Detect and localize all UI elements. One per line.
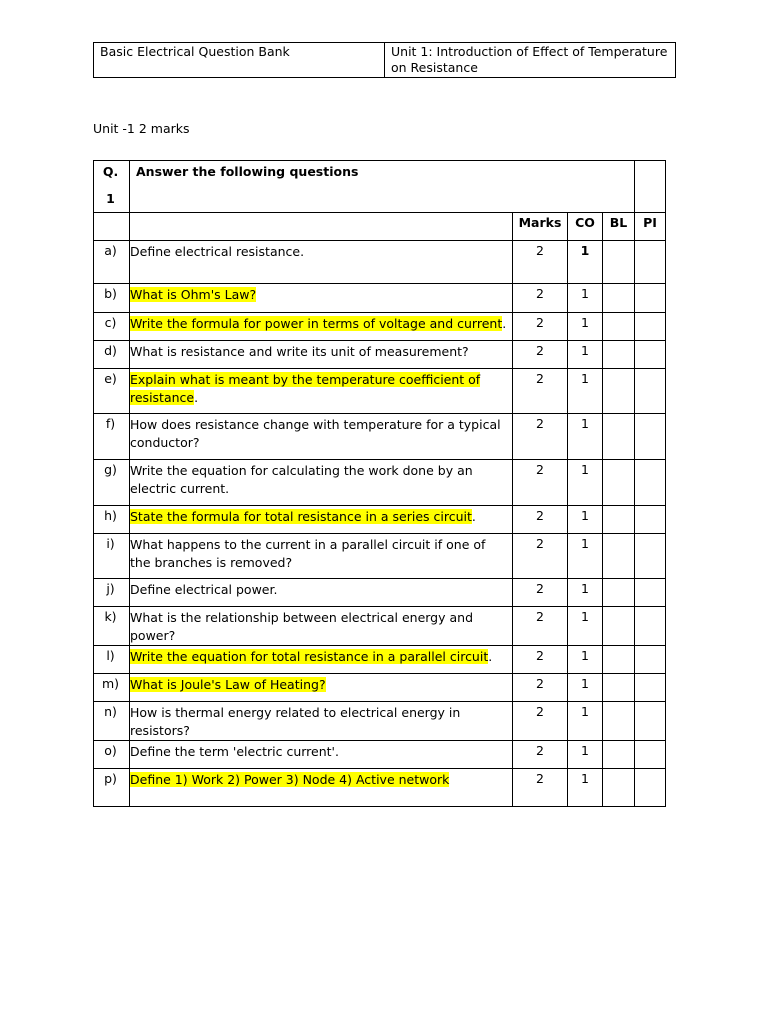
question-punctuation: . xyxy=(471,509,476,524)
question-row xyxy=(94,284,666,313)
question-text-cell xyxy=(130,284,513,313)
pi-value xyxy=(635,534,666,579)
question-row xyxy=(94,414,666,460)
question-text-cell xyxy=(130,769,513,807)
pi-value xyxy=(635,506,666,534)
question-text: What is Ohm's Law? xyxy=(130,287,257,302)
question-item-label: d) xyxy=(94,341,130,369)
header-unit-title: Unit 1: Introduction of Effect of Temperature on Resistance xyxy=(385,43,676,78)
marks-value: 2 xyxy=(513,674,568,702)
pi-value xyxy=(635,460,666,506)
pi-value xyxy=(635,741,666,769)
question-row xyxy=(94,769,666,807)
question-text-cell xyxy=(130,646,513,674)
question-item-label: h) xyxy=(94,506,130,534)
marks-value: 2 xyxy=(513,579,568,607)
question-text-cell xyxy=(130,313,513,341)
pi-value xyxy=(635,341,666,369)
marks-value: 2 xyxy=(513,241,568,284)
pi-value xyxy=(635,702,666,741)
question-text: Write the equation for total resistance in a parallel circuit xyxy=(130,649,489,664)
marks-value: 2 xyxy=(513,313,568,341)
question-row xyxy=(94,579,666,607)
bl-value xyxy=(603,534,635,579)
question-text-cell xyxy=(130,341,513,369)
question-row xyxy=(94,646,666,674)
marks-value: 2 xyxy=(513,341,568,369)
question-item-label: o) xyxy=(94,741,130,769)
question-text: What happens to the current in a parallel circuit if one of the branches is removed? xyxy=(130,537,486,570)
question-header-row xyxy=(94,161,666,213)
question-text-cell xyxy=(130,460,513,506)
question-row xyxy=(94,369,666,414)
question-text: How does resistance change with temperature for a typical conductor? xyxy=(130,417,501,450)
co-value: 1 xyxy=(568,646,603,674)
marks-value: 2 xyxy=(513,769,568,807)
question-row xyxy=(94,674,666,702)
question-row xyxy=(94,313,666,341)
pi-value xyxy=(635,579,666,607)
question-item-label: a) xyxy=(94,241,130,284)
question-number: 1 xyxy=(106,191,115,206)
co-value: 1 xyxy=(568,313,603,341)
question-text: Define electrical resistance. xyxy=(130,244,305,259)
question-item-label: p) xyxy=(94,769,130,807)
question-text-cell xyxy=(130,369,513,414)
question-text-cell xyxy=(130,534,513,579)
question-punctuation: . xyxy=(194,390,199,405)
question-text-cell xyxy=(130,579,513,607)
question-label: Q. xyxy=(102,164,119,179)
bl-value xyxy=(603,607,635,646)
co-value: 1 xyxy=(568,607,603,646)
question-row xyxy=(94,460,666,506)
question-item-label: m) xyxy=(94,674,130,702)
marks-value: 2 xyxy=(513,506,568,534)
column-header-empty xyxy=(94,213,130,241)
unit-marks-heading: Unit -1 2 marks xyxy=(93,121,190,136)
question-item-label: e) xyxy=(94,369,130,414)
marks-column-header: Marks xyxy=(513,213,568,241)
question-row xyxy=(94,702,666,741)
question-text: What is resistance and write its unit of measurement? xyxy=(130,344,469,359)
question-text-cell xyxy=(130,241,513,284)
marks-value: 2 xyxy=(513,460,568,506)
co-value: 1 xyxy=(568,284,603,313)
bl-value xyxy=(603,313,635,341)
question-item-label: n) xyxy=(94,702,130,741)
question-row xyxy=(94,534,666,579)
co-value: 1 xyxy=(568,369,603,414)
co-value: 1 xyxy=(568,674,603,702)
question-item-label: c) xyxy=(94,313,130,341)
pi-value xyxy=(635,284,666,313)
question-text: What is Joule's Law of Heating? xyxy=(130,677,326,692)
bl-value xyxy=(603,414,635,460)
marks-value: 2 xyxy=(513,534,568,579)
co-value: 1 xyxy=(568,579,603,607)
co-value: 1 xyxy=(568,341,603,369)
question-punctuation: . xyxy=(488,649,493,664)
co-value: 1 xyxy=(568,414,603,460)
question-row xyxy=(94,506,666,534)
pi-value xyxy=(635,369,666,414)
pi-value xyxy=(635,241,666,284)
header-empty-cell xyxy=(635,161,666,213)
co-value: 1 xyxy=(568,534,603,579)
marks-value: 2 xyxy=(513,414,568,460)
question-item-label: j) xyxy=(94,579,130,607)
pi-column-header: PI xyxy=(635,213,666,241)
bl-value xyxy=(603,741,635,769)
column-header-empty xyxy=(130,213,513,241)
question-row xyxy=(94,607,666,646)
document-header xyxy=(93,42,676,78)
question-item-label: l) xyxy=(94,646,130,674)
bl-value xyxy=(603,341,635,369)
bl-value xyxy=(603,460,635,506)
question-text: Explain what is meant by the temperature coefficient of resistance xyxy=(130,372,481,405)
marks-value: 2 xyxy=(513,284,568,313)
bl-value xyxy=(603,674,635,702)
co-value: 1 xyxy=(568,506,603,534)
question-text-cell xyxy=(130,702,513,741)
pi-value xyxy=(635,646,666,674)
question-item-label: i) xyxy=(94,534,130,579)
bl-value xyxy=(603,646,635,674)
bl-value xyxy=(603,769,635,807)
question-text-cell xyxy=(130,741,513,769)
pi-value xyxy=(635,674,666,702)
bl-value xyxy=(603,284,635,313)
co-value: 1 xyxy=(568,241,603,284)
question-text: Define electrical power. xyxy=(130,582,278,597)
question-item-label: f) xyxy=(94,414,130,460)
question-text-cell xyxy=(130,607,513,646)
co-value: 1 xyxy=(568,460,603,506)
question-text: What is the relationship between electrical energy and power? xyxy=(130,610,473,643)
question-item-label: b) xyxy=(94,284,130,313)
marks-value: 2 xyxy=(513,741,568,769)
question-table xyxy=(93,160,666,807)
question-text: Write the formula for power in terms of voltage and current xyxy=(130,316,503,331)
pi-value xyxy=(635,313,666,341)
bl-value xyxy=(603,579,635,607)
question-text-cell xyxy=(130,674,513,702)
pi-value xyxy=(635,607,666,646)
co-value: 1 xyxy=(568,741,603,769)
marks-value: 2 xyxy=(513,702,568,741)
marks-value: 2 xyxy=(513,607,568,646)
question-text: How is thermal energy related to electrical energy in resistors? xyxy=(130,705,461,738)
question-item-label: k) xyxy=(94,607,130,646)
column-header-row xyxy=(94,213,666,241)
header-bank-title: Basic Electrical Question Bank xyxy=(94,43,385,78)
question-item-label: g) xyxy=(94,460,130,506)
bl-column-header: BL xyxy=(603,213,635,241)
question-text: State the formula for total resistance in a series circuit xyxy=(130,509,472,524)
pi-value xyxy=(635,769,666,807)
question-text-cell xyxy=(130,506,513,534)
question-number-cell xyxy=(94,161,130,213)
bl-value xyxy=(603,241,635,284)
bl-value xyxy=(603,506,635,534)
co-value: 1 xyxy=(568,702,603,741)
bl-value xyxy=(603,369,635,414)
question-punctuation: . xyxy=(502,316,507,331)
co-value: 1 xyxy=(568,769,603,807)
question-row xyxy=(94,741,666,769)
question-row xyxy=(94,341,666,369)
question-instruction: Answer the following questions xyxy=(130,161,635,213)
question-text: Write the equation for calculating the work done by an electric current. xyxy=(130,463,473,496)
question-text: Define 1) Work 2) Power 3) Node 4) Active network xyxy=(130,772,450,787)
marks-value: 2 xyxy=(513,369,568,414)
question-row xyxy=(94,241,666,284)
question-table-body xyxy=(94,161,666,807)
question-text: Define the term 'electric current'. xyxy=(130,744,339,759)
bl-value xyxy=(603,702,635,741)
question-text-cell xyxy=(130,414,513,460)
pi-value xyxy=(635,414,666,460)
marks-value: 2 xyxy=(513,646,568,674)
co-column-header: CO xyxy=(568,213,603,241)
